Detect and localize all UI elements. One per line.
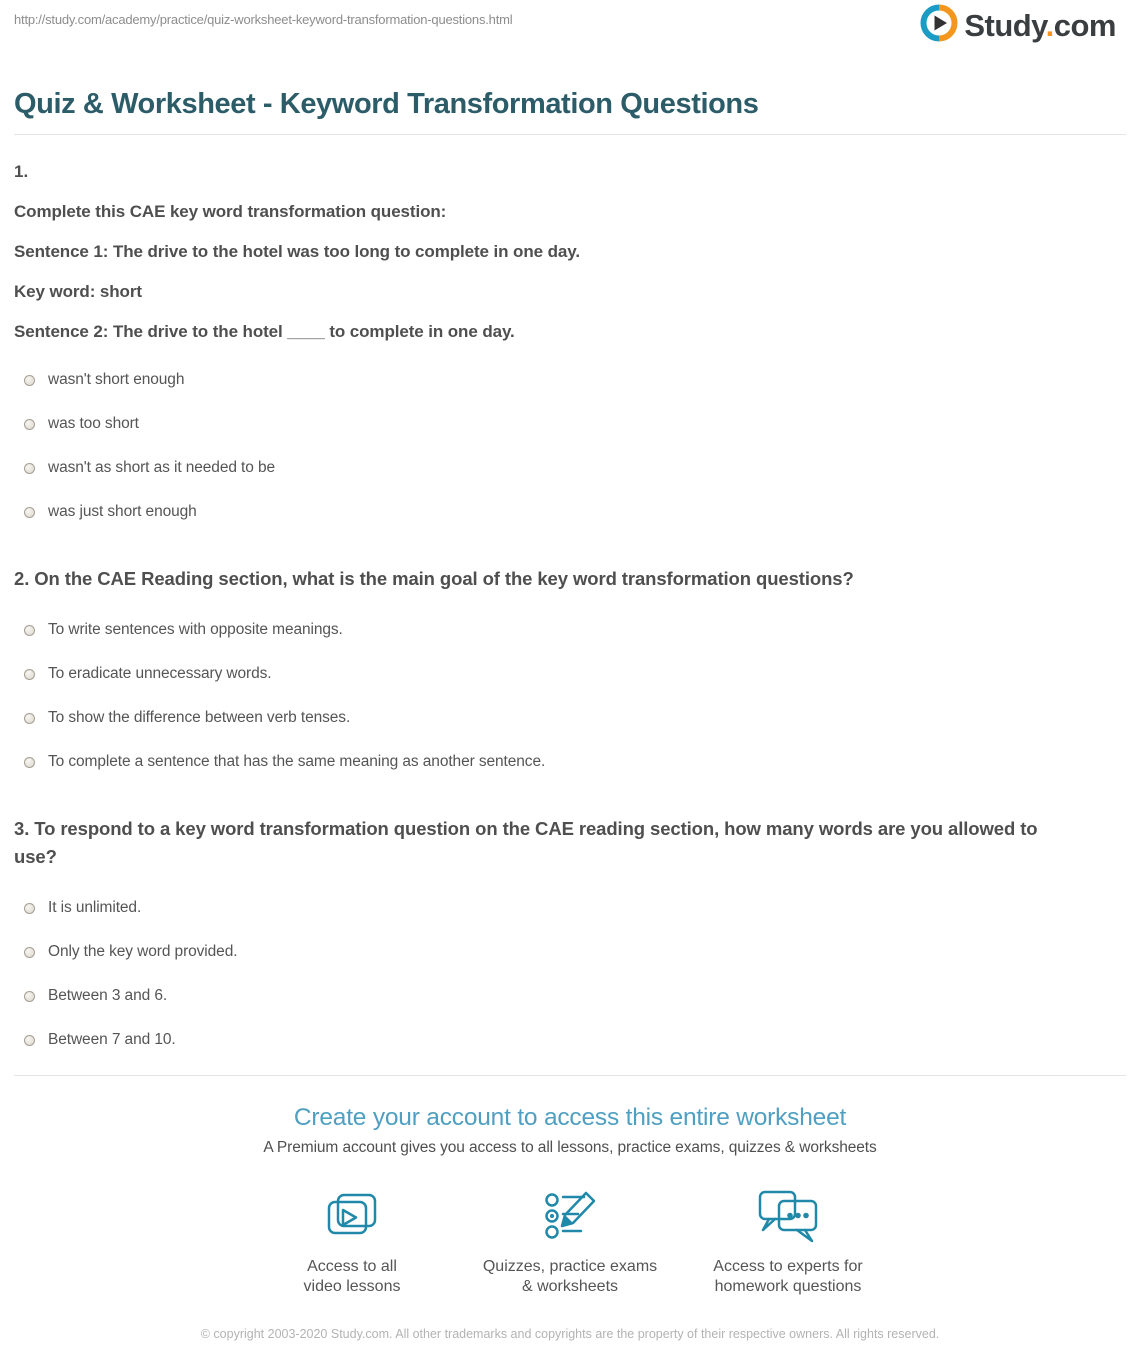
page-title: Quiz & Worksheet - Keyword Transformation Questions xyxy=(14,88,759,120)
radio-button[interactable] xyxy=(24,713,35,724)
option-row[interactable] xyxy=(14,501,1126,523)
radio-button[interactable] xyxy=(24,903,35,914)
radio-button[interactable] xyxy=(24,375,35,386)
page-header xyxy=(14,0,1126,44)
option-label: was just short enough xyxy=(48,503,197,520)
option-label: It is unlimited. xyxy=(48,899,142,916)
option-row[interactable] xyxy=(14,897,1126,919)
cta-subheading: A Premium account gives you access to all lessons, practice exams, quizzes & worksheets xyxy=(263,1139,877,1156)
radio-button[interactable] xyxy=(24,669,35,680)
option-label: was too short xyxy=(48,415,139,432)
studycom-logo[interactable] xyxy=(920,4,1116,47)
option-row[interactable] xyxy=(14,751,1126,773)
quizzes-worksheets-icon xyxy=(461,1185,679,1247)
option-label: To show the difference between verb tenses. xyxy=(48,709,351,726)
option-label: Between 7 and 10. xyxy=(48,1031,176,1048)
radio-button[interactable] xyxy=(24,419,35,430)
option-label: Between 3 and 6. xyxy=(48,987,168,1004)
feature-label: Access to all video lessons xyxy=(303,1258,401,1295)
cta-features xyxy=(14,1185,1126,1297)
option-label: To eradicate unnecessary words. xyxy=(48,665,272,682)
radio-button[interactable] xyxy=(24,463,35,474)
cta-heading: Create your account to access this entire worksheet xyxy=(293,1104,847,1131)
feature-experts-chat xyxy=(679,1185,897,1297)
option-row[interactable] xyxy=(14,1029,1126,1051)
option-label: To write sentences with opposite meanings. xyxy=(48,621,343,638)
option-row[interactable] xyxy=(14,413,1126,435)
cta-section xyxy=(14,1104,1126,1297)
question-1-prompt: Complete this CAE key word transformation question: xyxy=(14,202,447,221)
studycom-logo-text: Study.com xyxy=(964,7,1116,43)
option-label: Only the key word provided. xyxy=(48,943,238,960)
video-lessons-icon xyxy=(243,1185,461,1247)
option-row[interactable] xyxy=(14,985,1126,1007)
question-1-options xyxy=(14,369,1126,523)
question-1-keyword: Key word: short xyxy=(14,282,142,301)
radio-button[interactable] xyxy=(24,625,35,636)
option-row[interactable] xyxy=(14,941,1126,963)
option-row[interactable] xyxy=(14,619,1126,641)
feature-video-lessons xyxy=(243,1185,461,1297)
option-label: wasn't short enough xyxy=(48,371,185,388)
question-2-options xyxy=(14,619,1126,773)
option-row[interactable] xyxy=(14,369,1126,391)
radio-button[interactable] xyxy=(24,991,35,1002)
question-1-number: 1. xyxy=(14,162,29,181)
option-label: To complete a sentence that has the same meaning as another sentence. xyxy=(48,753,546,770)
feature-label: Quizzes, practice exams & worksheets xyxy=(482,1258,658,1295)
question-3-heading: 3. To respond to a key word transformation question on the CAE reading section, how many words are you allowed to use? xyxy=(14,818,1038,867)
question-1-sentence-2: Sentence 2: The drive to the hotel ____ to complete in one day. xyxy=(14,322,515,341)
question-3 xyxy=(14,815,1126,1051)
title-divider xyxy=(14,134,1126,135)
option-row[interactable] xyxy=(14,707,1126,729)
radio-button[interactable] xyxy=(24,1035,35,1046)
option-label: wasn't as short as it needed to be xyxy=(48,459,276,476)
cta-divider xyxy=(14,1075,1126,1076)
feature-label: Access to experts for homework questions xyxy=(713,1258,863,1295)
radio-button[interactable] xyxy=(24,757,35,768)
radio-button[interactable] xyxy=(24,947,35,958)
question-1-sentence-1: Sentence 1: The drive to the hotel was too long to complete in one day. xyxy=(14,242,580,261)
copyright-text: © copyright 2003-2020 Study.com. All other trademarks and copyrights are the property of their respective owners. All rights reserved. xyxy=(200,1327,940,1341)
question-2-heading: 2. On the CAE Reading section, what is the main goal of the key word transformation questions? xyxy=(14,568,854,589)
option-row[interactable] xyxy=(14,663,1126,685)
experts-chat-icon xyxy=(679,1185,897,1247)
radio-button[interactable] xyxy=(24,507,35,518)
studycom-logo-icon xyxy=(920,4,958,47)
feature-quizzes-worksheets xyxy=(461,1185,679,1297)
question-1 xyxy=(14,161,1126,523)
page-url: http://study.com/academy/practice/quiz-worksheet-keyword-transformation-questions.html xyxy=(14,12,513,27)
question-2 xyxy=(14,565,1126,773)
option-row[interactable] xyxy=(14,457,1126,479)
question-3-options xyxy=(14,897,1126,1051)
